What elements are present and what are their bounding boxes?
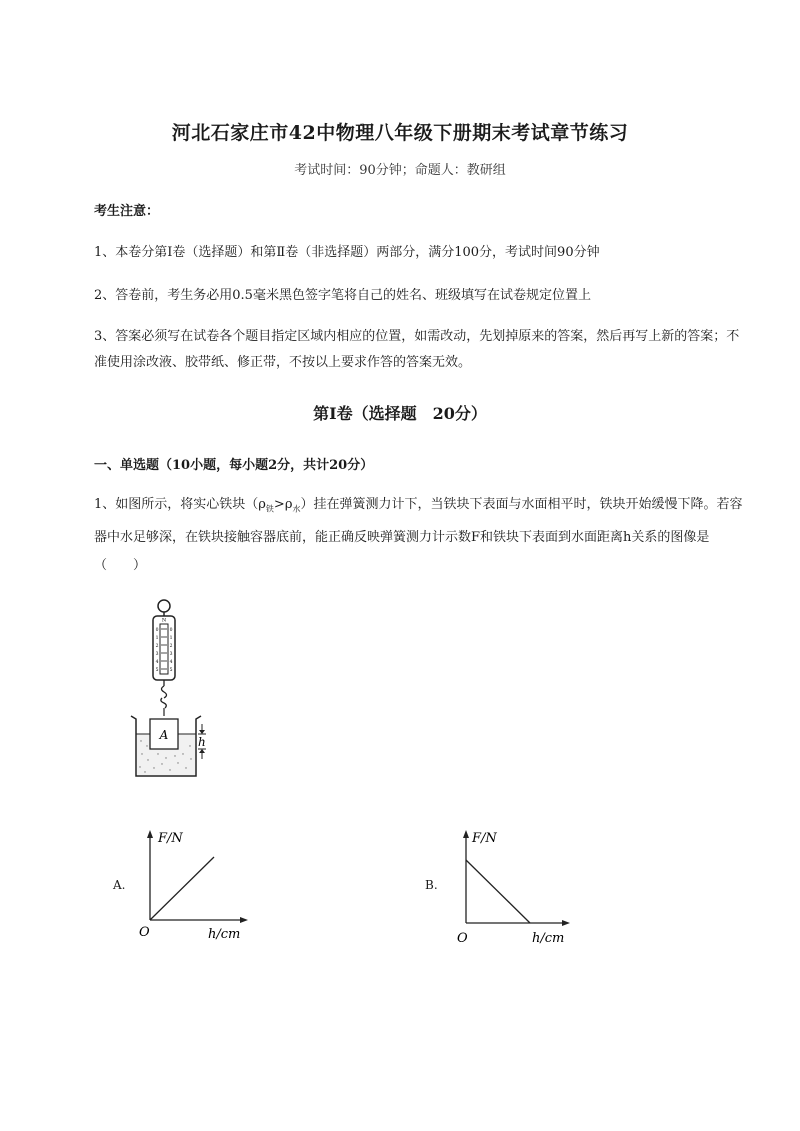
scale-unit: N [161,617,167,624]
origin-label: O [139,925,150,940]
notice-item-3: 3、答案必须写在试卷各个题目指定区域内相应的位置，如需改动，先划掉原来的答案，然后再写上新的答案；不准使用涂改液、胶带纸、修正带，不按以上要求作答的答案无效。 [94,329,740,370]
svg-text:2: 2 [169,644,173,649]
h-label: h [198,735,206,749]
subscript-iron: 铁 [265,504,274,514]
block-label: A [159,728,169,742]
graph-line [150,857,214,920]
x-axis-arrow-icon [562,920,570,926]
svg-text:4: 4 [155,660,159,665]
exam-info: 考试时间：90分钟；命题人：教研组 [294,163,506,178]
svg-text:1: 1 [155,636,159,641]
subscript-water: 水 [292,504,301,514]
notice-item-1: 1、本卷分第I卷（选择题）和第Ⅱ卷（非选择题）两部分，满分100分，考试时间90分钟 [94,245,600,260]
scale-number-right: 0 [169,628,173,633]
comparison-sign: >ρ [273,497,293,512]
notice-heading: 考生注意： [94,204,160,219]
y-axis-arrow-icon [147,830,153,838]
y-axis-label: F/N [158,831,183,846]
question-1-text-a: 1、如图所示，将实心铁块（ρ [94,497,266,512]
y-axis-arrow-icon [463,830,469,838]
svg-text:5: 5 [169,668,173,673]
option-a-graph[interactable] [138,822,258,946]
x-axis-arrow-icon [240,917,248,923]
svg-text:5: 5 [155,668,159,673]
y-axis-label: F/N [472,831,497,846]
svg-text:2: 2 [155,644,159,649]
svg-text:3: 3 [155,652,159,657]
hook-icon [162,686,167,698]
section-title: 第I卷（选择题 20分） [313,404,487,423]
option-b-label[interactable]: B. [425,878,438,892]
question-1-text [94,491,750,580]
svg-text:4: 4 [169,660,173,665]
notice-item-2: 2、答卷前，考生务必用0.5毫米黑色签字笔将自己的姓名、班级填写在试卷规定位置上 [94,288,591,303]
x-axis-label: h/cm [532,931,565,946]
spring-scale-figure [128,596,218,781]
hanging-ring-icon [158,600,170,612]
part-heading: 一、单选题（10小题，每小题2分，共计20分） [94,458,374,473]
option-b-graph[interactable] [454,822,584,950]
origin-label: O [457,931,468,946]
svg-text:1: 1 [169,636,173,641]
page-title: 河北石家庄市42中物理八年级下册期末考试章节练习 [171,122,629,144]
option-a-label[interactable]: A. [113,878,126,892]
scale-number-left: 0 [155,628,159,633]
question-1-text-b: ）挂在弹簧测力计下，当铁块下表面与水面相平时，铁块开始缓慢下降。若容器中水足够深，在铁块接触容器底前，能正确反映弹簧测力计示数F和铁块下表面到水面距离h关系的图像是（ ） [94,497,743,573]
svg-text:3: 3 [169,652,173,657]
graph-line [466,860,530,923]
x-axis-label: h/cm [208,927,241,942]
